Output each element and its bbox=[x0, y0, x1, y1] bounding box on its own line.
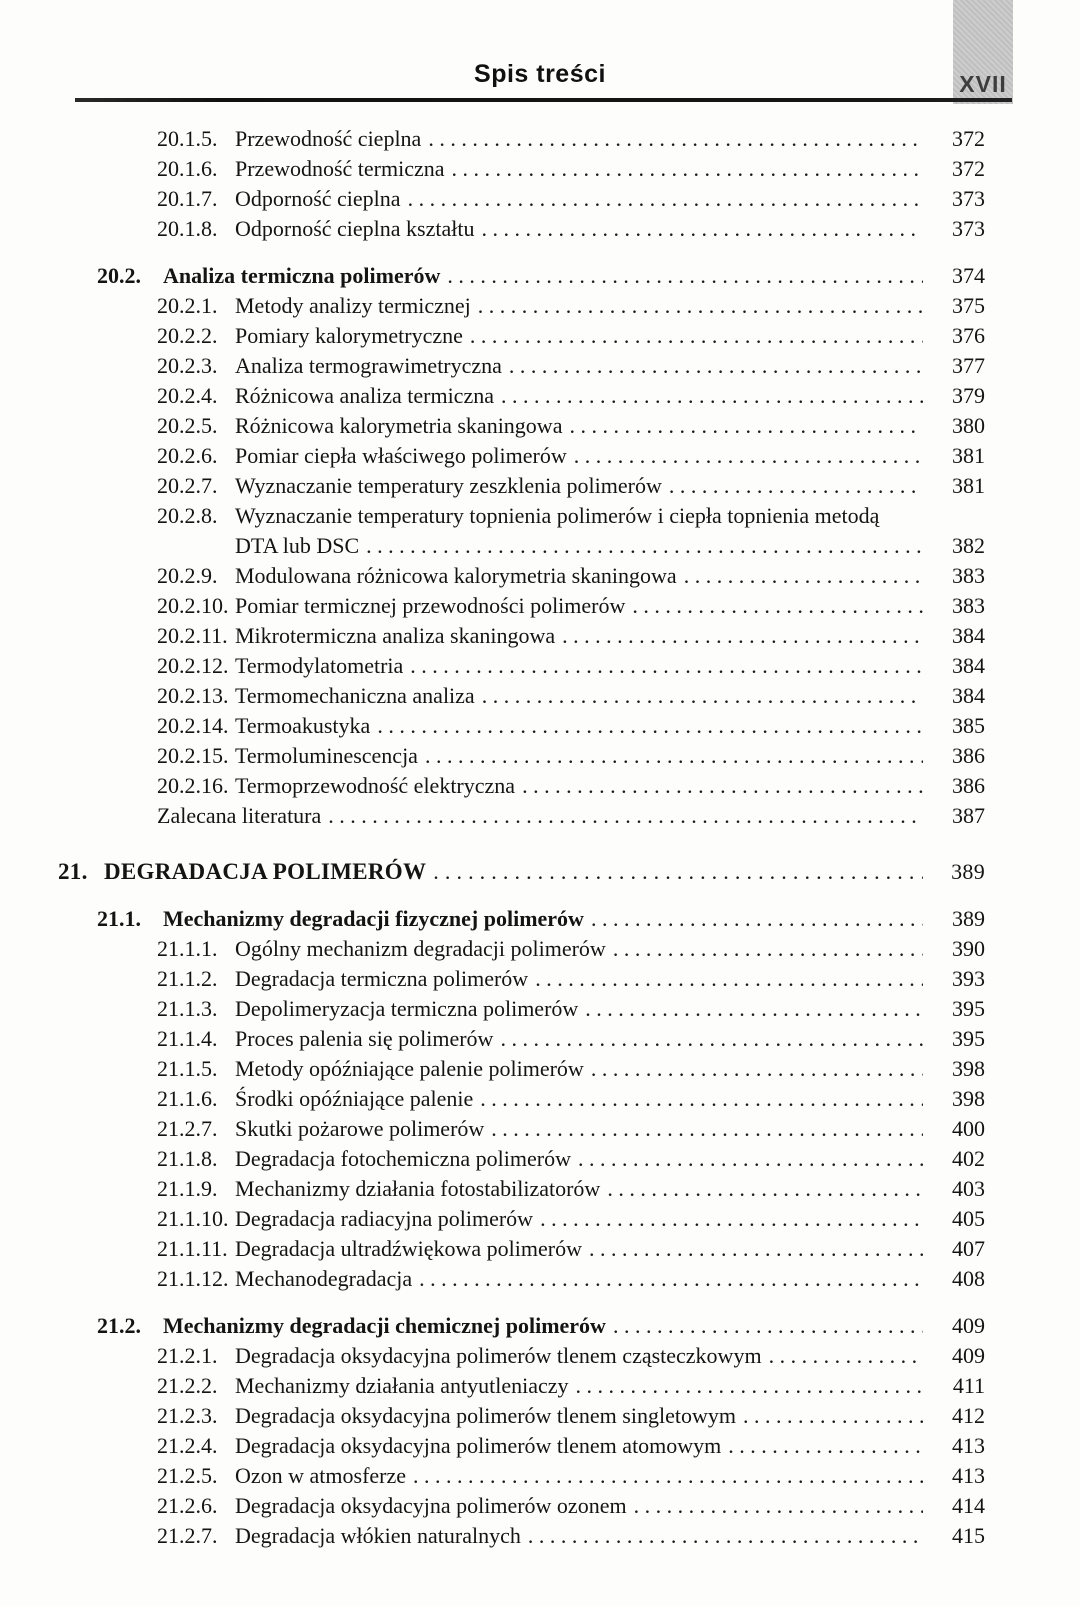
toc-entry-number: 21.2.4. bbox=[157, 1433, 218, 1458]
toc-entry-title: Odporność cieplna bbox=[235, 186, 401, 211]
toc-leader-dots bbox=[607, 1174, 923, 1204]
toc-leader-dots bbox=[433, 857, 923, 887]
toc-entry-title: Depolimeryzacja termiczna polimerów bbox=[235, 996, 579, 1021]
toc-entry-number: 20.1.8. bbox=[157, 216, 218, 241]
toc-leader-dots bbox=[419, 1264, 923, 1294]
toc-entry-page: 383 bbox=[952, 563, 985, 588]
toc-leader-dots bbox=[569, 411, 923, 441]
toc-entry-number: 21. bbox=[58, 859, 88, 884]
toc-entry bbox=[0, 184, 1080, 214]
toc-entry-number: 21.1.2. bbox=[157, 966, 218, 991]
toc-entry-title: Termoprzewodność elektryczna bbox=[235, 773, 516, 798]
toc-entry-title: Metody opóźniające palenie polimerów bbox=[235, 1056, 584, 1081]
toc-entry-number: 21.2.7. bbox=[157, 1116, 218, 1141]
toc-entry-title: Mikrotermiczna analiza skaningowa bbox=[235, 623, 556, 648]
toc-entry-title: Degradacja oksydacyjna polimerów tlenem singletowym bbox=[235, 1403, 736, 1428]
toc-entry bbox=[0, 1264, 1080, 1294]
toc-entry-page: 411 bbox=[952, 1373, 985, 1398]
page-number: XVII bbox=[959, 71, 1007, 97]
toc-entry-number: 20.2.12. bbox=[157, 653, 229, 678]
toc-entry-number: 20.2.15. bbox=[157, 743, 229, 768]
toc-leader-dots bbox=[408, 184, 923, 214]
toc-entry-title: Metody analizy termicznej bbox=[235, 293, 471, 318]
toc-entry bbox=[0, 154, 1080, 184]
toc-entry-title: Pomiar termicznej przewodności polimerów bbox=[235, 593, 626, 618]
toc-entry-number: 21.2.7. bbox=[157, 1523, 218, 1548]
toc-entry-number: 21.1.4. bbox=[157, 1026, 218, 1051]
toc-entry-number: 20.2.6. bbox=[157, 443, 218, 468]
toc-leader-dots bbox=[425, 741, 923, 771]
toc-leader-dots bbox=[500, 1024, 923, 1054]
toc-entry-page: 380 bbox=[952, 413, 985, 438]
toc-entry-title: Mechanizmy degradacji chemicznej polimerów bbox=[163, 1313, 606, 1338]
toc-entry-number: 21.1.5. bbox=[157, 1056, 218, 1081]
toc-leader-dots bbox=[535, 964, 923, 994]
toc-leader-dots bbox=[377, 711, 923, 741]
toc-entry-number: 20.2.4. bbox=[157, 383, 218, 408]
toc-entry bbox=[0, 1024, 1080, 1054]
toc-entry bbox=[0, 124, 1080, 154]
toc-entry-number: 21.2.5. bbox=[157, 1463, 218, 1488]
toc-entry-page: 402 bbox=[952, 1146, 985, 1171]
toc-entry-title: Różnicowa analiza termiczna bbox=[235, 383, 494, 408]
toc-entry-title: Degradacja oksydacyjna polimerów ozonem bbox=[235, 1493, 627, 1518]
toc-entry bbox=[0, 591, 1080, 621]
toc-leader-dots bbox=[482, 214, 924, 244]
toc-entry-title: Zalecana literatura bbox=[157, 803, 322, 828]
toc-entry-page: 372 bbox=[952, 156, 985, 181]
toc-leader-dots bbox=[576, 1371, 923, 1401]
toc-entry-number: 20.2.14. bbox=[157, 713, 229, 738]
toc-entry-title: Mechanizmy degradacji fizycznej polimerów bbox=[163, 906, 584, 931]
toc-entry-title: Degradacja oksydacyjna polimerów tlenem atomowym bbox=[235, 1433, 722, 1458]
toc-leader-dots bbox=[328, 801, 923, 831]
toc-entry-page: 389 bbox=[951, 859, 985, 884]
toc-entry bbox=[0, 1341, 1080, 1371]
toc-leader-dots bbox=[501, 381, 923, 411]
toc-entry-number: 20.2.16. bbox=[157, 773, 229, 798]
toc-entry-page: 384 bbox=[952, 623, 985, 648]
toc-entry-number: 20.2.7. bbox=[157, 473, 218, 498]
toc-entry-title: Degradacja oksydacyjna polimerów tlenem cząsteczkowym bbox=[235, 1343, 762, 1368]
toc-entry-page: 387 bbox=[952, 803, 985, 828]
toc-entry bbox=[0, 291, 1080, 321]
toc-entry bbox=[0, 1234, 1080, 1264]
toc-leader-dots bbox=[470, 321, 923, 351]
toc-entry-number: 21.1.8. bbox=[157, 1146, 218, 1171]
toc-entry-title: Pomiary kalorymetryczne bbox=[235, 323, 463, 348]
toc-entry-title: Wyznaczanie temperatury topnienia polimerów i ciepła topnienia metodą bbox=[235, 503, 880, 528]
toc-entry-number: 20.2.8. bbox=[157, 503, 218, 528]
toc-entry-number: 21.1.12. bbox=[157, 1266, 229, 1291]
toc-entry-title: Odporność cieplna kształtu bbox=[235, 216, 475, 241]
toc-entry-number: 21.2.3. bbox=[157, 1403, 218, 1428]
toc-entry bbox=[0, 621, 1080, 651]
toc-entry bbox=[0, 681, 1080, 711]
toc-leader-dots bbox=[509, 351, 923, 381]
toc-entry-title: Mechanodegradacja bbox=[235, 1266, 413, 1291]
toc-entry-page: 398 bbox=[952, 1056, 985, 1081]
toc-entry-title: Proces palenia się polimerów bbox=[235, 1026, 494, 1051]
toc-entry-number: 21.1.3. bbox=[157, 996, 218, 1021]
toc-entry-page: 414 bbox=[952, 1493, 985, 1518]
toc-entry bbox=[0, 1521, 1080, 1551]
toc-entry-title: Termoluminescencja bbox=[235, 743, 418, 768]
toc-entry bbox=[0, 1114, 1080, 1144]
toc-entry-title: Ogólny mechanizm degradacji polimerów bbox=[235, 936, 606, 961]
toc-entry-page: 386 bbox=[952, 743, 985, 768]
toc-entry bbox=[0, 501, 1080, 531]
toc-entry bbox=[0, 964, 1080, 994]
toc-entry-title: Różnicowa kalorymetria skaningowa bbox=[235, 413, 563, 438]
toc-entry-title: Degradacja ultradźwiękowa polimerów bbox=[235, 1236, 582, 1261]
toc-leader-dots bbox=[452, 154, 923, 184]
toc-entry-title: DTA lub DSC bbox=[235, 533, 360, 558]
toc-entry-title: Mechanizmy działania fotostabilizatorów bbox=[235, 1176, 601, 1201]
toc-leader-dots bbox=[522, 771, 923, 801]
toc-entry-number: 20.2.11. bbox=[157, 623, 228, 648]
toc-entry-page: 408 bbox=[952, 1266, 985, 1291]
toc-leader-dots bbox=[585, 994, 923, 1024]
toc-entry-page: 413 bbox=[952, 1463, 985, 1488]
toc-entry-page: 403 bbox=[952, 1176, 985, 1201]
toc-entry-number: 21.1.11. bbox=[157, 1236, 228, 1261]
toc-entry bbox=[0, 1491, 1080, 1521]
toc-entry-title: Przewodność cieplna bbox=[235, 126, 422, 151]
toc-leader-dots bbox=[669, 471, 923, 501]
toc-entry bbox=[0, 1371, 1080, 1401]
toc-entry-page: 373 bbox=[952, 216, 985, 241]
toc-entry-number: 20.1.7. bbox=[157, 186, 218, 211]
toc-entry bbox=[0, 801, 1080, 831]
toc-entry bbox=[0, 381, 1080, 411]
toc-entry bbox=[0, 441, 1080, 471]
toc-entry-page: 372 bbox=[952, 126, 985, 151]
toc-entry-title: Degradacja termiczna polimerów bbox=[235, 966, 529, 991]
toc-entry-page: 393 bbox=[952, 966, 985, 991]
toc-entry-title: Analiza termiczna polimerów bbox=[163, 263, 441, 288]
toc-entry-title: Termodylatometria bbox=[235, 653, 404, 678]
toc-entry-title: Degradacja włókien naturalnych bbox=[235, 1523, 521, 1548]
toc-entry-number: 20.2.13. bbox=[157, 683, 229, 708]
toc-entry-page: 384 bbox=[952, 683, 985, 708]
toc-entry-number: 20.2.1. bbox=[157, 293, 218, 318]
toc-leader-dots bbox=[480, 1084, 923, 1114]
toc-leader-dots bbox=[728, 1431, 923, 1461]
toc-entry bbox=[0, 1401, 1080, 1431]
toc-entry bbox=[0, 711, 1080, 741]
toc-entry-title: Pomiar ciepła właściwego polimerów bbox=[235, 443, 567, 468]
toc-entry-page: 381 bbox=[952, 443, 985, 468]
toc-leader-dots bbox=[591, 904, 923, 934]
toc-entry bbox=[0, 1174, 1080, 1204]
toc-leader-dots bbox=[413, 1461, 923, 1491]
toc-leader-dots bbox=[410, 651, 923, 681]
toc-entry-title: Modulowana różnicowa kalorymetria skaningowa bbox=[235, 563, 677, 588]
page-number-block bbox=[953, 0, 1013, 104]
toc-entry bbox=[0, 261, 1080, 291]
toc-entry-page: 377 bbox=[952, 353, 985, 378]
toc-leader-dots bbox=[491, 1114, 923, 1144]
toc-entry-number: 20.1.5. bbox=[157, 126, 218, 151]
toc-entry bbox=[0, 321, 1080, 351]
toc-entry-page: 390 bbox=[952, 936, 985, 961]
toc-entry-title: Analiza termograwimetryczna bbox=[235, 353, 502, 378]
toc-entry bbox=[0, 351, 1080, 381]
toc-entry-number: 20.2.3. bbox=[157, 353, 218, 378]
toc-leader-dots bbox=[578, 1144, 923, 1174]
toc-entry-page: 398 bbox=[952, 1086, 985, 1111]
toc-entry bbox=[0, 857, 1080, 887]
toc-entry bbox=[0, 1144, 1080, 1174]
toc-entry-page: 382 bbox=[952, 533, 985, 558]
toc-entry bbox=[0, 471, 1080, 501]
toc-entry-page: 413 bbox=[952, 1433, 985, 1458]
toc-leader-dots bbox=[366, 531, 923, 561]
toc-entry-number: 20.2. bbox=[97, 263, 141, 288]
toc-entry bbox=[0, 1311, 1080, 1341]
toc-entry-title: Wyznaczanie temperatury zeszklenia polimerów bbox=[235, 473, 662, 498]
toc-entry-number: 21.2.2. bbox=[157, 1373, 218, 1398]
toc-leader-dots bbox=[540, 1204, 923, 1234]
toc-entry-page: 405 bbox=[952, 1206, 985, 1231]
toc-entry bbox=[0, 1054, 1080, 1084]
toc-entry-page: 400 bbox=[952, 1116, 985, 1141]
toc-entry bbox=[0, 411, 1080, 441]
toc-leader-dots bbox=[528, 1521, 923, 1551]
toc-entry-number: 20.2.5. bbox=[157, 413, 218, 438]
toc-leader-dots bbox=[591, 1054, 923, 1084]
toc-entry bbox=[0, 651, 1080, 681]
toc-entry-continuation bbox=[0, 531, 1080, 561]
toc-entry-number: 21.1.1. bbox=[157, 936, 218, 961]
toc-entry bbox=[0, 771, 1080, 801]
toc-leader-dots bbox=[632, 591, 923, 621]
toc-entry-page: 385 bbox=[952, 713, 985, 738]
toc-entry-title: Degradacja radiacyjna polimerów bbox=[235, 1206, 534, 1231]
toc-entry bbox=[0, 1461, 1080, 1491]
toc-entry-page: 384 bbox=[952, 653, 985, 678]
toc-entry-title: Mechanizmy działania antyutleniaczy bbox=[235, 1373, 569, 1398]
toc-entry-number: 21.2.1. bbox=[157, 1343, 218, 1368]
toc-entry-page: 374 bbox=[952, 263, 985, 288]
toc-entry-page: 381 bbox=[952, 473, 985, 498]
toc-entry-page: 376 bbox=[952, 323, 985, 348]
toc-entry-page: 389 bbox=[952, 906, 985, 931]
toc-entry-number: 20.2.9. bbox=[157, 563, 218, 588]
toc-leader-dots bbox=[684, 561, 923, 591]
toc-entry-number: 21.1.9. bbox=[157, 1176, 218, 1201]
toc-leader-dots bbox=[769, 1341, 923, 1371]
toc-entry bbox=[0, 741, 1080, 771]
toc-entry-page: 415 bbox=[952, 1523, 985, 1548]
toc-leader-dots bbox=[613, 1311, 923, 1341]
toc-entry bbox=[0, 561, 1080, 591]
toc-entry-number: 20.1.6. bbox=[157, 156, 218, 181]
toc-leader-dots bbox=[447, 261, 923, 291]
toc-leader-dots bbox=[428, 124, 923, 154]
toc-entry-number: 21.2.6. bbox=[157, 1493, 218, 1518]
toc-entry bbox=[0, 934, 1080, 964]
toc-entry-title: Środki opóźniające palenie bbox=[235, 1086, 474, 1111]
toc-leader-dots bbox=[574, 441, 923, 471]
toc-leader-dots bbox=[562, 621, 923, 651]
toc-entry-title: Ozon w atmosferze bbox=[235, 1463, 407, 1488]
toc-entry bbox=[0, 1204, 1080, 1234]
page-title: Spis treści bbox=[474, 60, 606, 88]
toc-entry bbox=[0, 214, 1080, 244]
toc-entry-page: 375 bbox=[952, 293, 985, 318]
toc-entry-number: 20.2.10. bbox=[157, 593, 229, 618]
toc-entry bbox=[0, 1084, 1080, 1114]
toc-entry-page: 379 bbox=[952, 383, 985, 408]
toc-entry-number: 21.1. bbox=[97, 906, 141, 931]
toc-leader-dots bbox=[482, 681, 923, 711]
toc-leader-dots bbox=[743, 1401, 923, 1431]
toc-entry bbox=[0, 1431, 1080, 1461]
toc-entry-number: 21.2. bbox=[97, 1313, 141, 1338]
toc-entry bbox=[0, 994, 1080, 1024]
toc-entry-page: 386 bbox=[952, 773, 985, 798]
toc-entry-page: 409 bbox=[952, 1343, 985, 1368]
toc-entry-page: 407 bbox=[952, 1236, 985, 1261]
toc-entry-page: 383 bbox=[952, 593, 985, 618]
toc-entry-title: Skutki pożarowe polimerów bbox=[235, 1116, 485, 1141]
toc-entry-title: DEGRADACJA POLIMERÓW bbox=[104, 859, 427, 884]
toc-entry-title: Przewodność termiczna bbox=[235, 156, 445, 181]
toc-leader-dots bbox=[589, 1234, 923, 1264]
header-rule bbox=[75, 98, 1012, 102]
toc-entry-number: 20.2.2. bbox=[157, 323, 218, 348]
toc-entry-page: 395 bbox=[952, 996, 985, 1021]
toc-entry bbox=[0, 904, 1080, 934]
toc-list bbox=[0, 124, 1080, 1551]
toc-entry-page: 373 bbox=[952, 186, 985, 211]
toc-leader-dots bbox=[634, 1491, 923, 1521]
toc-leader-dots bbox=[613, 934, 923, 964]
toc-entry-title: Termoakustyka bbox=[235, 713, 371, 738]
toc-entry-title: Termomechaniczna analiza bbox=[235, 683, 475, 708]
toc-entry-page: 409 bbox=[952, 1313, 985, 1338]
toc-leader-dots bbox=[478, 291, 923, 321]
toc-entry-number: 21.1.6. bbox=[157, 1086, 218, 1111]
toc-entry-page: 412 bbox=[952, 1403, 985, 1428]
toc-entry-page: 395 bbox=[952, 1026, 985, 1051]
toc-entry-title: Degradacja fotochemiczna polimerów bbox=[235, 1146, 571, 1171]
toc-entry-number: 21.1.10. bbox=[157, 1206, 229, 1231]
